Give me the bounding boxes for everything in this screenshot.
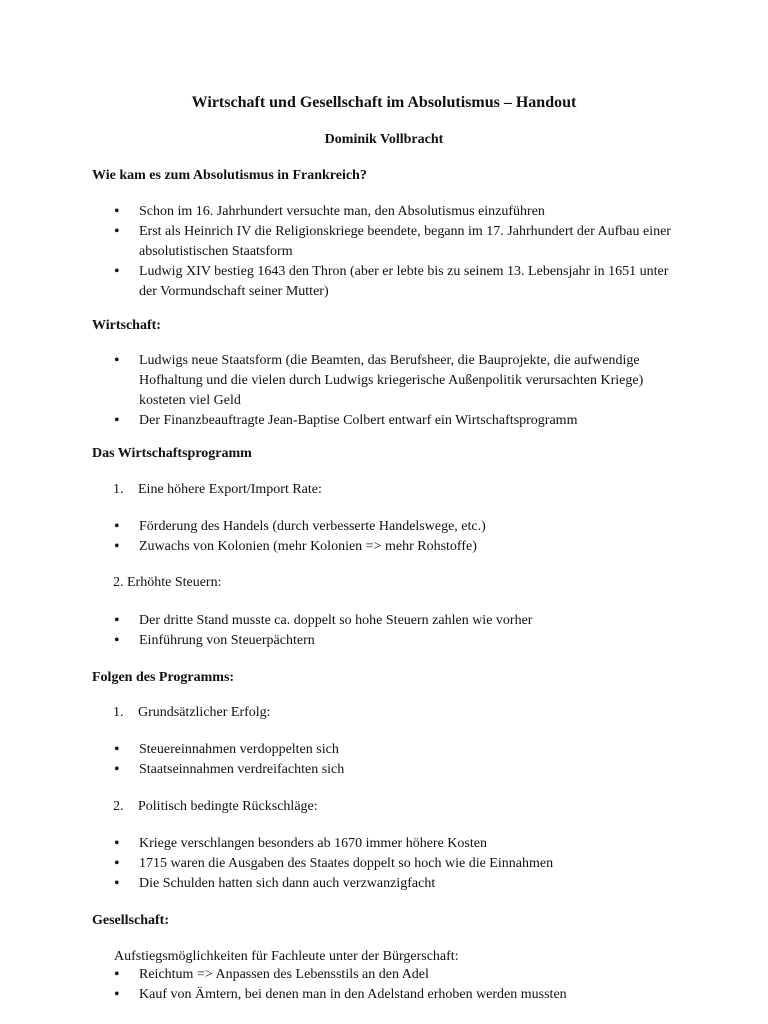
heading-program: Das Wirtschaftsprogramm xyxy=(92,446,252,461)
numbered-item-setbacks xyxy=(113,797,318,817)
list-item: • Förderung des Handels (durch verbesserte Handelswege, etc.) xyxy=(92,517,672,537)
item-number: 2. xyxy=(113,799,124,814)
list-item: • Kriege verschlangen besonders ab 1670 immer höhere Kosten xyxy=(92,834,672,854)
numbered-item-export xyxy=(113,480,322,500)
list-item: • Ludwig XIV bestieg 1643 den Thron (aber er lebte bis zu seinem 13. Lebensjahr in 1651 unter der Vormundschaft seiner Mutter) xyxy=(92,262,682,302)
heading-consequences: Folgen des Programms: xyxy=(92,670,235,685)
list-success xyxy=(92,740,672,780)
list-item: • Einführung von Steuerpächtern xyxy=(92,631,672,651)
list-item: • Staatseinnahmen verdreifachten sich xyxy=(92,760,672,780)
list-item: • 1715 waren die Ausgaben des Staates doppelt so hoch wie die Einnahmen xyxy=(92,854,672,874)
list-item: • Kauf von Ämtern, bei denen man in den Adelstand erhoben werden mussten xyxy=(92,985,672,1005)
society-intro: Aufstiegsmöglichkeiten für Fachleute unter der Bürgerschaft: xyxy=(114,949,459,964)
numbered-item-taxes: 2. Erhöhte Steuern: xyxy=(113,575,222,590)
heading-origins: Wie kam es zum Absolutismus in Frankreich? xyxy=(92,168,367,183)
list-item: • Schon im 16. Jahrhundert versuchte man, den Absolutismus einzuführen xyxy=(92,202,682,222)
list-item: • Erst als Heinrich IV die Religionskriege beendete, begann im 17. Jahrhundert der Aufbau einer absolutistischen Staatsform xyxy=(92,222,682,262)
list-setbacks xyxy=(92,834,672,894)
heading-society: Gesellschaft: xyxy=(92,913,169,928)
list-item: • Zuwachs von Kolonien (mehr Kolonien => mehr Rohstoffe) xyxy=(92,537,672,557)
list-item: • Ludwigs neue Staatsform (die Beamten, das Berufsheer, die Bauprojekte, die aufwendige Hofhaltung und die vielen durch Ludwigs kriegerische Außenpolitik verursachten Kriege) kosteten viel Geld xyxy=(92,351,672,411)
item-label: Grundsätzlicher Erfolg: xyxy=(138,705,271,720)
document-title: Wirtschaft und Gesellschaft im Absolutismus – Handout xyxy=(191,94,577,111)
list-item: • Steuereinnahmen verdoppelten sich xyxy=(92,740,672,760)
list-taxes xyxy=(92,611,672,651)
item-label: Politisch bedingte Rückschläge: xyxy=(138,799,318,814)
list-society xyxy=(92,965,672,1005)
list-item: • Der dritte Stand musste ca. doppelt so hohe Steuern zahlen wie vorher xyxy=(92,611,672,631)
numbered-item-success xyxy=(113,703,271,723)
list-item: • Der Finanzbeauftragte Jean-Baptise Colbert entwarf ein Wirtschaftsprogramm xyxy=(92,411,672,431)
list-origins xyxy=(92,202,682,302)
heading-economy: Wirtschaft: xyxy=(92,318,161,333)
author-name: Dominik Vollbracht xyxy=(324,132,444,147)
item-label: Eine höhere Export/Import Rate: xyxy=(138,482,322,497)
item-number: 1. xyxy=(113,705,124,720)
list-economy xyxy=(92,351,672,431)
item-number: 1. xyxy=(113,482,124,497)
list-export xyxy=(92,517,672,557)
list-item: • Reichtum => Anpassen des Lebensstils an den Adel xyxy=(92,965,672,985)
list-item: • Die Schulden hatten sich dann auch verzwanzigfacht xyxy=(92,874,672,894)
